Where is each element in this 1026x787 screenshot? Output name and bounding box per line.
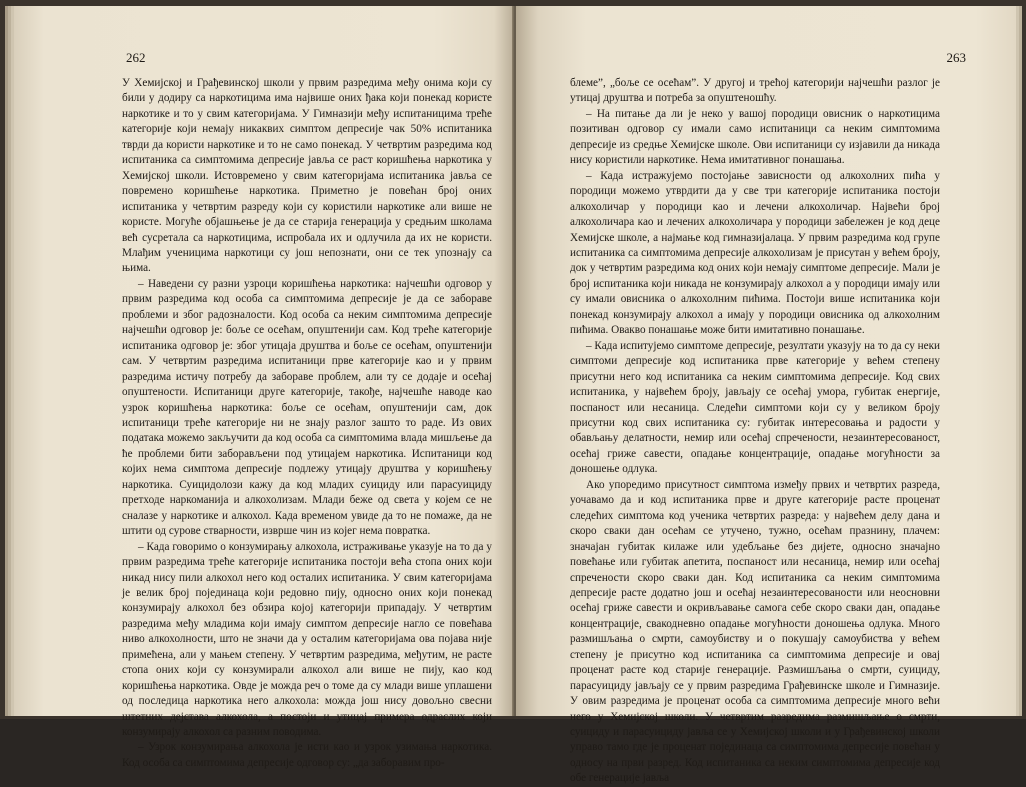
paragraph: – Наведени су разни узроци коришћења наркотика: најчешћи одговор у првим разредима код особа са симптомима депресије је да се забораве проблеми и због радозналости. Код особа са неким симптомима депресије најчешћи одговор је: боље се осећам, опуштенији сам. Код треће категорије испитаника одговор је: због утицаја друштва и боље се осећам, опуштенији сам. У четвртим разредима испитаници прве категорије као и у првим разредима истичу потребу да заборавe проблем, али ту се додаје и осећај опуштености. Испитаници друге категорије, такође, најчешће наводе као узрок коришћења наркотика: боље се осећам, опуштенији сам, док испитаници треће категорије ни не знају разлог зашто то раде. Из ових података можемо закључити да код особа са симптомима влада мишљење да ће проблеми бити заборављени под утицајем наркотика. Испитаници код којих нема симптома депресије подлежу утицају друштва у коришћењу наркотика. Суицидолози кажу да код младих суициду или парасуициду претходе наркоманија и алкохолизам. Млади беже од света у којем се не сналазе у наркотике и алкохол. Када временом увиде да то не помаже, да не штити од сурове стварности, изврше чин из којег нема повратка. bbox=[122, 277, 492, 538]
paragraph: – Када говоримо о конзумирању алкохола, истраживање указује на то да у првим разредима треће категорије испитаника постоји већа стопа оних који никад нису пили алкохол него код осталих испитаника. У свим категоријама је велик број појединаца који редовно пију, односно оних који понекад конзумирају алкохол без обзира којој категорији припадају. У четвртим разредима међу младима који имају симптом депресије нагло се повећава ниво алкохолности, што не значи да у осталим категоријама ова појава није примећена, али у мањем степену. У четвртим разредима, међутим, не расте стопа оних који су конзумирали алкохол али више не пију, као код коришћења наркотика. Овде је можда реч о томе да су млади више уплашени од последица наркотика него алкохола: можда још нису довољно свесни штетних дејстава алкохола, а постоји и утицај примера одраслих који конзумирају алкохол са разним поводима. bbox=[122, 540, 492, 739]
left-page bbox=[14, 6, 514, 769]
page-number-right: 263 bbox=[946, 50, 966, 65]
paragraph: Ако упоредимо присутност симптома између првих и четвртих разреда, уочавамо да и код испитаника прве и друге категорије расте проценат следећих симптома код ученика четвртих разреда: у највећем делу дана и скоро сваки дан осећам се утучено, тужно, осећам празнину, плачем: значајан губитак килаже или удебљање без дијете, односно значајно повећање или губитак апетита, поспаност или несаница, немир или осећај спречености скоро сваки дан. Код испитаника са неким симптомима депресије расте додатно још и осећај незаинтересованости или неосновни осећај гриже савести и окривљавање самога себе скоро сваки дан, опадање концентрације, свакодневно опадање могућности доношења одлука. Много размишљања о смрти, самоубиству и о покушају самоубиства у већем степену је присутно код испитаника са симптомима депресије и овај проценат расте код старије генерације. Размишљања о смрти, суициду, парасуициду јављају се у првим разредима Грађевинске школе и Гимназије. У овим разредима је проценат особа са симптомима депресије много већи него у Хемијској школи. У четвртим разредима размишљање о смрти, суициду и парасуициду јавља се у Хемијској школи и у Грађевинској школи управо тамо где је проценат појединаца са симптомима депресије повећан у односу на први разред. Код испитаника са неким симптомима депресије код обе генерације јавља bbox=[570, 478, 940, 785]
left-page-text bbox=[122, 76, 492, 771]
paragraph: блеме”, „боље се осећам”. У другој и трећој категорији најчешћи разлог је утицај друштва и потреба за опуштеношћу. bbox=[570, 77, 940, 105]
paragraph: – Узрок конзумирања алкохола је исти као и узрок узимања наркотика. Код особа са симптомима депресије одговор су: „да заборавим про- bbox=[122, 741, 492, 769]
right-page-text bbox=[570, 76, 940, 787]
page-number-left: 262 bbox=[126, 50, 146, 65]
paragraph: – На питање да ли је неко у вашој породици овисник о наркотицима позитиван одговор су имали само испитаници са неким симптомима депресије из средње Хемијске школе. Ови испитаници су изјавили да никада нису користили наркотике. Нема имитативног понашања. bbox=[570, 107, 940, 167]
right-page bbox=[516, 6, 1016, 785]
paragraph: У Хемијској и Грађевинској школи у првим разредима међу онима који су били у додиру са наркотицима има највише оних ђака који понекад користе наркотике и то у свим категоријама. У Гимназији међу испитаницима треће категорије који немају никаквих симптом депресије чак 50% испитаника тврди да користи наркотике и то не само понекад. У четвртим разредима код испитаника са симптомима депресије јавља се раст коришћења наркотика у Хемијској школи. Истовремено у свим категоријама испитаника јавља се повремено коришћење наркотика. Приметно је повећан број оних испитаника у четвртим разреду који су користили наркотике али више не користе. Могуће објашњење је да се старија генерација у средњим школама већ сусретала са наркотицима, испробала их и одлучила да их не користи. Млађим ученицима наркотици су још непознати, они се тек упознају са њима. bbox=[122, 77, 492, 275]
paragraph: – Када истражујемо постојање зависности од алкохолних пића у породици можемо утврдити да у све три категорије испитаника постоји алкохоличар у породици као и лечени алкохоличар. Највећи број алкохоличара као и лечених алкохоличара у породици забележен је код деце Хемијске школе, а најмање код гимназијалаца. У првим разредима код групе испитаника са симптомима депресије алкохолизам је присутан у већем броју, док у четвртим разредима код оних који немају симптоме депресије. Мали је број испитаника који никада не конзумирају алкохол а у породици имају или су имали овисника о алкохолним пићима. Постоји више испитаника који понекад конзумирају алкохол а имају у породици овисника од алкохолним пићима. Овакво понашање може бити имитативно понашање. bbox=[570, 169, 940, 337]
paragraph: – Када испитујемо симптоме депресије, резултати указују на то да су неки симптоми депресије код испитаника прве категорије у већем степену присутни него код испитаника са неким симптомима депресије. Код свих испитаника, у највећем броју, јављају се осећај умора, губитак енергије, поспаност или несаница. Следећи симптоми који су у великом броју присутни код свих испитаника су: губитак интересовања и радости у обављању делатности, немир или осећај спречености, незаинтересованост, осећај гриже савести, опадање концентрације, опадање могућности за доношење одлука. bbox=[570, 339, 940, 476]
